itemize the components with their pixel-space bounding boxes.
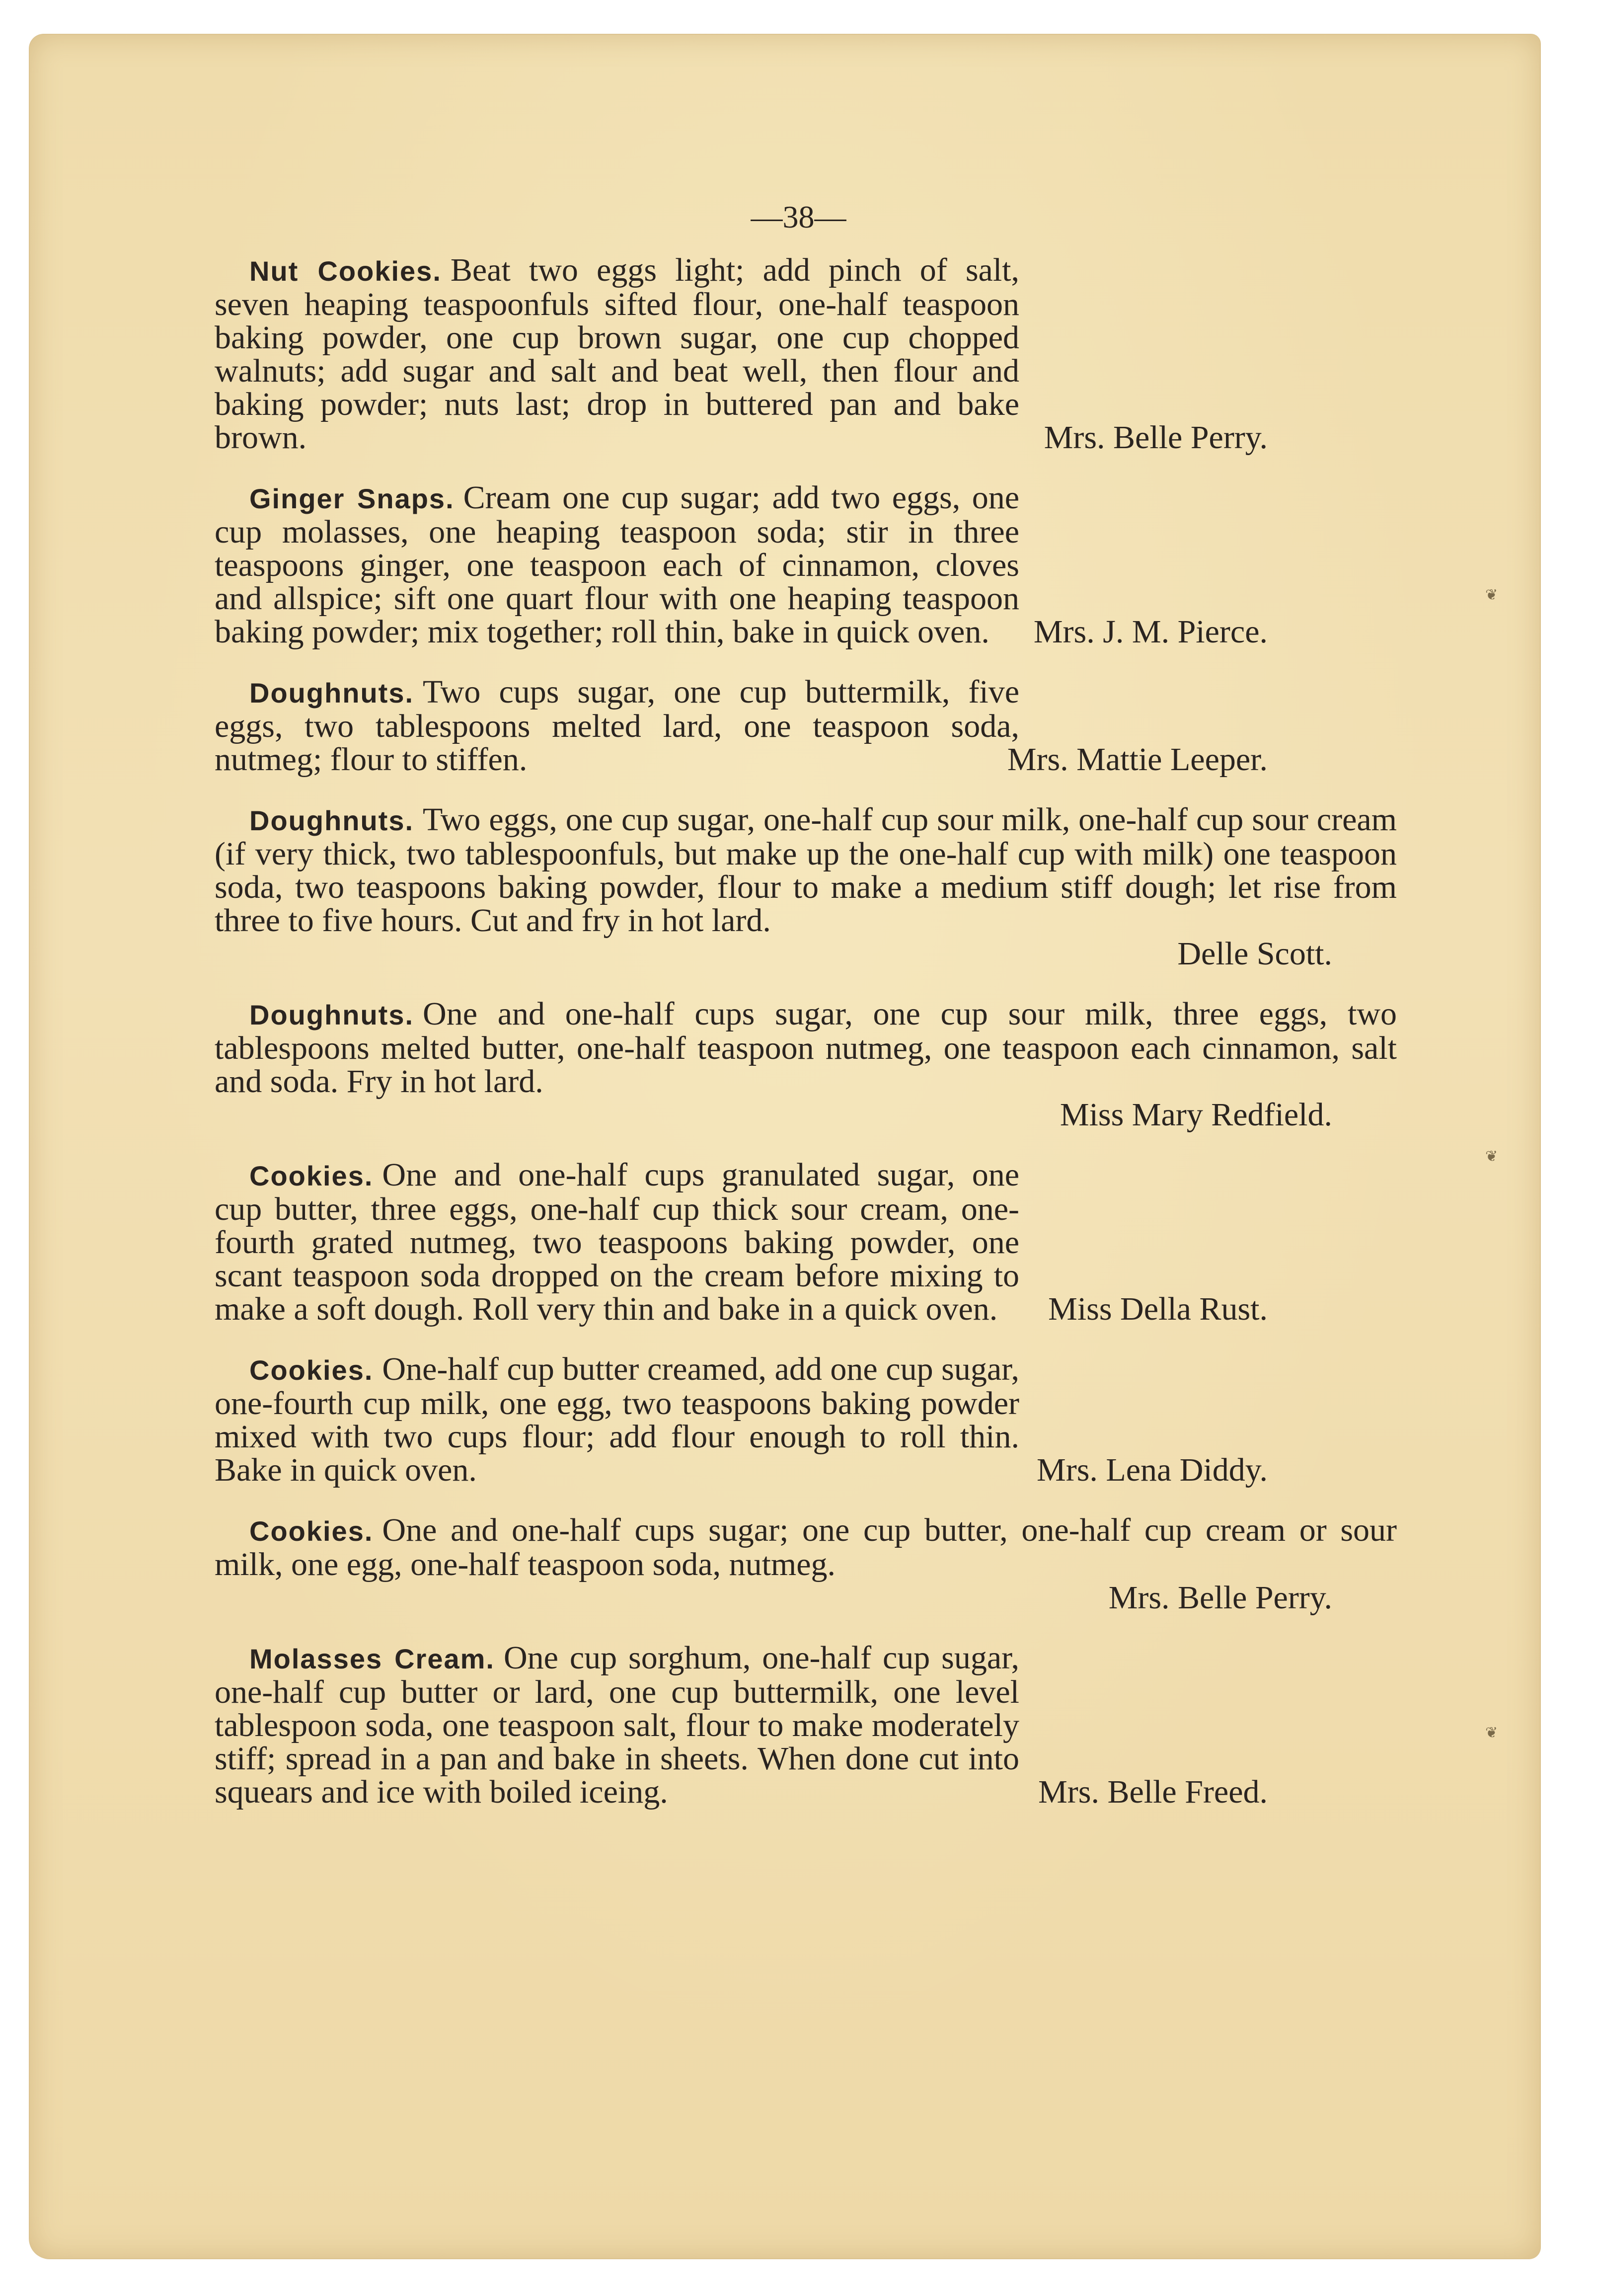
recipe-author: Mrs. Lena Diddy. <box>1037 1452 1268 1488</box>
recipe-cookies-2 <box>215 1352 1397 1487</box>
recipe-cookies-1 <box>215 1158 1397 1326</box>
recipe-doughnuts-1 <box>215 675 1397 776</box>
staple-mark: ❦ <box>1485 1148 1498 1165</box>
recipe-author: Mrs. Belle Perry. <box>1108 1580 1332 1616</box>
recipe-ginger-snaps <box>215 481 1397 648</box>
recipe-text: One and one-half cups sugar; one cup butter, one-half cup cream or sour milk, one egg, one-half teaspoon soda, nutmeg. <box>215 1512 1397 1583</box>
recipe-text: One cup sorghum, one-half cup sugar, one-half cup butter or lard, one cup buttermilk, one level tablespoon soda, one teaspoon salt, flour to make moderately stiff; spread in a pan and bake in sheets. When done cut into squears and ice with boiled iceing. <box>215 1640 1019 1810</box>
recipe-text: Two eggs, one cup sugar, one-half cup sour milk, one-half cup sour cream (if very thick, two tablespoonfuls, but make up the one-half cup with milk) one teaspoon soda, two teaspoons baking powder, flour to make a medium stiff dough; let rise from three to five hours. Cut and fry in hot lard. <box>215 801 1397 939</box>
recipe-author: Mrs. Belle Freed. <box>1038 1774 1268 1810</box>
recipe-doughnuts-2 <box>215 803 1397 970</box>
recipe-doughnuts-3 <box>215 997 1397 1131</box>
recipe-text: Cream one cup sugar; add two eggs, one cup molasses, one heaping teaspoon soda; stir in three teaspoons ginger, one teaspoon each of cinnamon, cloves and allspice; sift one quart flour with one heaping teaspoon baking powder; mix together; roll thin, bake in quick oven. <box>215 479 1019 650</box>
recipe-text: One and one-half cups sugar, one cup sour milk, three eggs, two tablespoons melted butter, one-half teaspoon nutmeg, one teaspoon each cinnamon, salt and soda. Fry in hot lard. <box>215 996 1397 1100</box>
recipe-nut-cookies <box>215 253 1397 454</box>
recipe-author: Miss Mary Redfield. <box>1060 1097 1332 1133</box>
recipe-title: Doughnuts. <box>249 805 414 836</box>
staple-mark: ❦ <box>1485 586 1498 604</box>
recipe-author: Delle Scott. <box>1177 936 1332 972</box>
recipe-text: Two cups sugar, one cup buttermilk, five eggs, two tablespoons melted lard, one teaspoon soda, nutmeg; flour to stiffen. <box>215 674 1019 778</box>
recipe-author: Mrs. Belle Perry. <box>1044 419 1268 456</box>
recipe-author: Mrs. J. M. Pierce. <box>1033 614 1268 650</box>
recipe-title: Doughnuts. <box>249 677 414 709</box>
recipe-title: Doughnuts. <box>249 999 414 1030</box>
page-number: —38— <box>751 199 846 235</box>
recipe-title: Cookies. <box>249 1354 374 1386</box>
recipe-text: One and one-half cups granulated sugar, one cup butter, three eggs, one-half cup thick sour cream, one-fourth grated nutmeg, two teaspoons baking powder, one scant teaspoon soda dropped on the cream before mixing to make a soft dough. Roll very thin and bake in a quick oven. <box>215 1157 1019 1327</box>
recipe-text: One-half cup butter creamed, add one cup sugar, one-fourth cup milk, one egg, two teaspoons baking powder mixed with two cups flour; add flour enough to roll thin. Bake in quick oven. <box>215 1351 1019 1488</box>
recipe-title: Ginger Snaps. <box>249 483 455 514</box>
recipe-author: Miss Della Rust. <box>1048 1291 1268 1327</box>
recipe-list <box>215 253 1397 1835</box>
recipe-text: Beat two eggs light; add pinch of salt, seven heaping teaspoonfuls sifted flour, one-half teaspoon baking powder, one cup brown sugar, one cup chopped walnuts; add sugar and salt and beat well, then flour and baking powder; nuts last; drop in buttered pan and bake brown. <box>215 252 1019 456</box>
recipe-title: Nut Cookies. <box>249 255 442 287</box>
recipe-title: Cookies. <box>249 1160 374 1191</box>
recipe-author: Mrs. Mattie Leeper. <box>1007 741 1268 778</box>
recipe-title: Cookies. <box>249 1515 374 1547</box>
staple-mark: ❦ <box>1485 1724 1498 1742</box>
recipe-cookies-3 <box>215 1513 1397 1614</box>
recipe-title: Molasses Cream. <box>249 1643 495 1674</box>
recipe-molasses-cream <box>215 1641 1397 1809</box>
